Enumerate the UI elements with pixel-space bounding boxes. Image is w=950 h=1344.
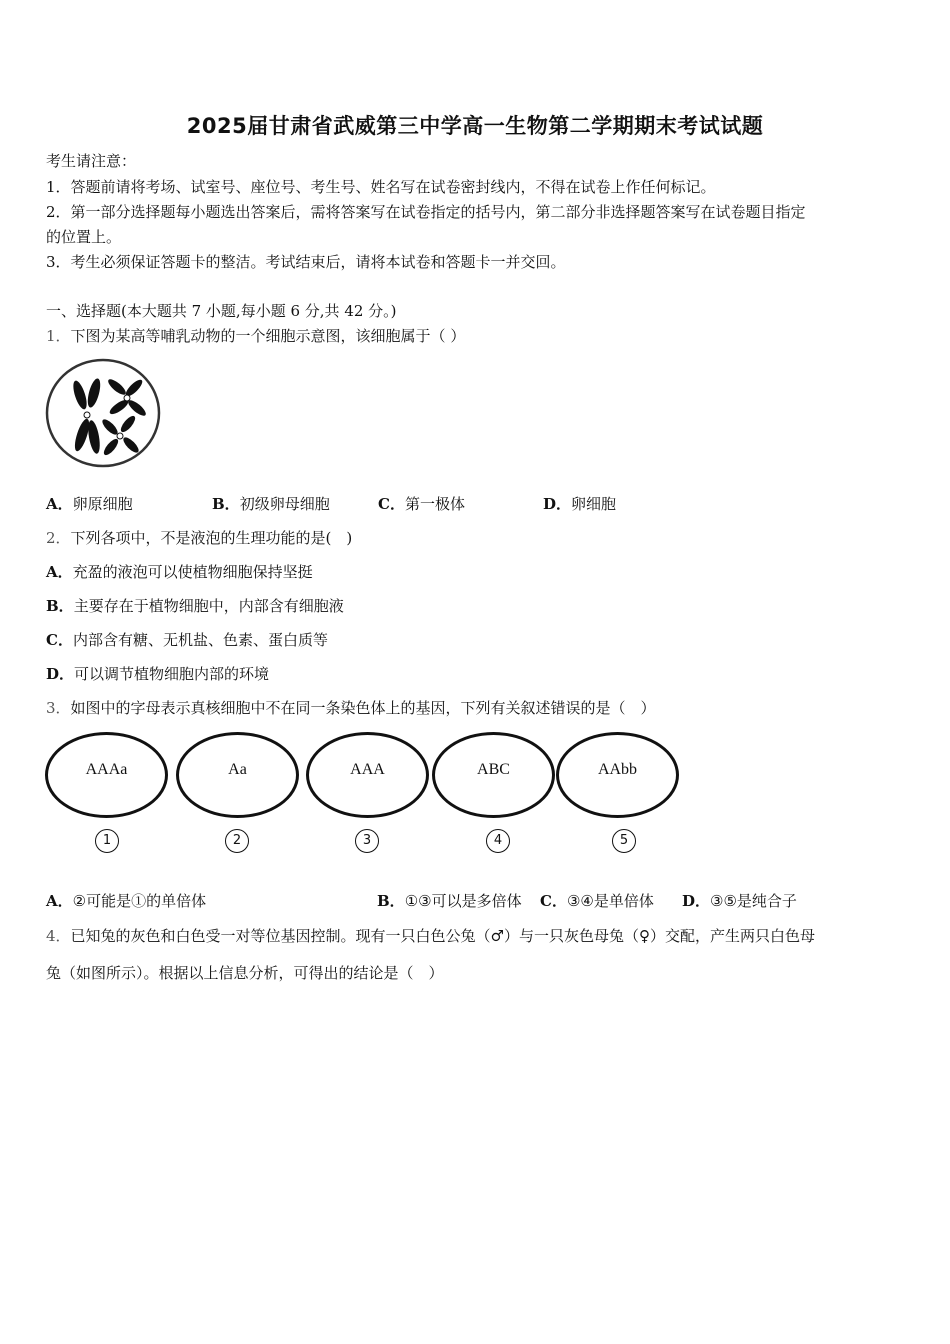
option-text: 卵细胞 — [571, 495, 617, 513]
option-letter: B． — [212, 495, 240, 513]
option-text: ①③可以是多倍体 — [404, 892, 522, 910]
option-letter: A． — [46, 495, 73, 513]
option-letter: C． — [540, 892, 567, 910]
question-3-stem — [46, 697, 656, 719]
option-text: 内部含有糖、无机盐、色素、蛋白质等 — [72, 631, 328, 649]
question-number: 3． — [46, 699, 71, 717]
q1-option-a — [46, 493, 133, 515]
q2-option-c — [46, 629, 328, 651]
option-letter: A． — [46, 892, 73, 910]
option-text: 充盈的液泡可以使植物细胞保持坚挺 — [72, 563, 313, 581]
option-letter: B． — [46, 597, 74, 615]
cell-number-4: 4 — [486, 829, 510, 853]
notice-item: 2．第一部分选择题每小题选出答案后，需将答案写在试卷指定的括号内，第二部分非选择题答案写在试卷题目指定 — [46, 203, 806, 221]
section-header: 一、选择题(本大题共 7 小题,每小题 6 分,共 42 分。) — [46, 302, 397, 320]
cell-genotype: AAAa — [85, 761, 128, 778]
cell-oval-5 — [556, 732, 679, 818]
option-text: 主要存在于植物细胞中，内部含有细胞液 — [73, 597, 344, 615]
cell-number-5: 5 — [612, 829, 636, 853]
q2-option-b — [46, 595, 344, 617]
cell-number-2: 2 — [225, 829, 249, 853]
cell-number-3: 3 — [355, 829, 379, 853]
page-title: 2025届甘肃省武威第三中学高一生物第二学期期末考试试题 — [186, 114, 764, 138]
option-letter: D． — [46, 665, 75, 683]
q3-option-a — [46, 890, 206, 912]
cell-genotype: ABC — [477, 761, 510, 778]
option-text: 第一极体 — [404, 495, 465, 513]
q2-option-a — [46, 561, 313, 583]
q1-option-b — [212, 493, 330, 515]
q1-option-c — [378, 493, 465, 515]
question-text: 已知兔的灰色和白色受一对等位基因控制。现有一只白色公兔（♂）与一只灰色母兔（♀）交配，产生两只白色母 — [70, 927, 815, 945]
notice-item: 3．考生必须保证答题卡的整洁。考试结束后，请将本试卷和答题卡一并交回。 — [46, 253, 566, 271]
question-number: 1． — [46, 327, 71, 345]
notice-header: 考生请注意： — [46, 152, 137, 170]
question-2-stem — [46, 527, 352, 549]
notice-item: 1．答题前请将考场、试室号、座位号、考生号、姓名写在试卷密封线内，不得在试卷上作任何标记。 — [46, 178, 716, 196]
cell-oval-2 — [176, 732, 299, 818]
question-text: 下图为某高等哺乳动物的一个细胞示意图，该细胞属于（ ） — [70, 327, 466, 345]
option-text: ③⑤是纯合子 — [710, 892, 797, 910]
option-letter: C． — [378, 495, 405, 513]
option-text: 初级卵母细胞 — [239, 495, 330, 513]
option-letter: D． — [682, 892, 711, 910]
cell-genotype: Aa — [228, 761, 247, 778]
cell-oval-4 — [432, 732, 555, 818]
cell-number-1: 1 — [95, 829, 119, 853]
q3-option-c — [540, 890, 654, 912]
q2-option-d — [46, 663, 269, 685]
question-4-stem — [46, 925, 815, 947]
option-letter: A． — [46, 563, 73, 581]
cell-genotype: AAA — [350, 761, 385, 778]
option-letter: C． — [46, 631, 73, 649]
question-4-stem-continued: 兔（如图所示）。根据以上信息分析，可得出的结论是（ ） — [46, 964, 444, 982]
option-letter: D． — [543, 495, 572, 513]
cell-diagram — [44, 357, 164, 469]
option-letter: B． — [377, 892, 405, 910]
cell-oval-1 — [45, 732, 168, 818]
cell-oval-3 — [306, 732, 429, 818]
question-text: 下列各项中，不是液泡的生理功能的是( ) — [70, 529, 353, 547]
option-text: ②可能是①的单倍体 — [72, 892, 207, 910]
question-number: 4． — [46, 927, 71, 945]
cell-genotype: AAbb — [597, 761, 638, 778]
question-number: 2． — [46, 529, 71, 547]
q1-option-d — [543, 493, 616, 515]
q3-option-d — [682, 890, 797, 912]
option-text: 可以调节植物细胞内部的环境 — [74, 665, 270, 683]
option-text: ③④是单倍体 — [566, 892, 654, 910]
option-text: 卵原细胞 — [72, 495, 133, 513]
notice-item: 的位置上。 — [46, 228, 122, 246]
q3-option-b — [377, 890, 522, 912]
question-1-stem — [46, 325, 465, 347]
question-text: 如图中的字母表示真核细胞中不在同一条染色体上的基因，下列有关叙述错误的是（ ） — [70, 699, 656, 717]
